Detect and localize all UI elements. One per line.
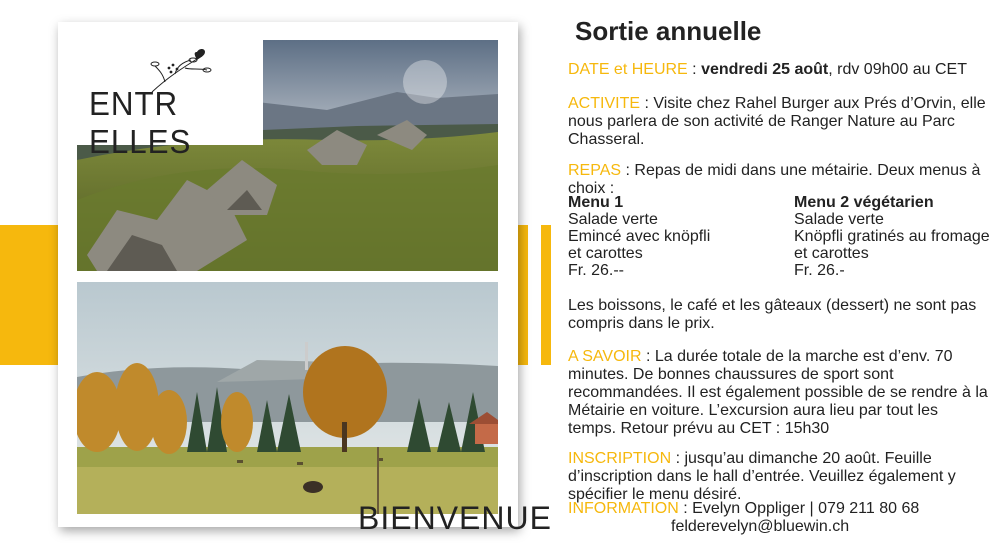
menu-line: et carottes [568, 245, 643, 262]
menu-price: Fr. 26.-- [568, 262, 625, 279]
information-section [568, 500, 988, 536]
separator: : [687, 61, 702, 78]
date-value: vendredi 25 août [701, 61, 829, 78]
a-savoir-text: : La durée totale de la marche est d’env. 70 minutes. De bonnes chaussures de sport sont recommandées. Il est également possible de se rendre à la Métairie en voiture. L’excursion aura lieu par tout les temps. Retour prévu au CET : 15h30 [568, 348, 988, 437]
menu-title: Menu 1 [568, 194, 624, 211]
date-rest: , rdv 09h00 au CET [828, 61, 967, 78]
page-title: Sortie annuelle [575, 16, 762, 46]
menu-title: Menu 2 végétarien [794, 194, 934, 211]
autumn-pasture-photo [77, 282, 498, 514]
information-email: felderevelyn@bluewin.ch [671, 518, 850, 535]
yellow-accent-bar [541, 225, 551, 365]
menu-line: Salade verte [794, 211, 884, 228]
yellow-accent-bar-left [0, 225, 58, 365]
repas-text: : Repas de midi dans une métairie. Deux menus à choix : [568, 162, 981, 197]
information-label: INFORMATION [568, 500, 679, 517]
boissons-note: Les boissons, le café et les gâteaux (dessert) ne sont pas compris dans le prix. [568, 297, 977, 332]
activite-label: ACTIVITE [568, 95, 641, 112]
entrelles-logo [77, 40, 263, 160]
menu-line: et carottes [794, 245, 869, 262]
inscription-section [568, 450, 988, 504]
information-contact: : Evelyn Oppliger | 079 211 80 68 [678, 500, 920, 517]
activite-text: : Visite chez Rahel Burger aux Prés d’Orvin, elle nous parlera de son activité de Ranger Nature au Parc Chasseral. [568, 95, 986, 148]
date-section [568, 61, 988, 79]
menu-line: Knöpfli gratinés au fromage [794, 228, 990, 245]
yellow-accent-bar [518, 225, 528, 365]
menu-line: Salade verte [568, 211, 658, 228]
menu-2 [794, 194, 994, 279]
repas-section [568, 162, 988, 198]
bienvenue-heading: BIENVENUE [358, 500, 552, 536]
logo-text: ENTR ELLES [89, 85, 192, 160]
activite-section [568, 95, 988, 149]
date-label: DATE et HEURE [568, 61, 688, 78]
inscription-label: INSCRIPTION [568, 450, 672, 467]
repas-label: REPAS [568, 162, 622, 179]
menu-line: Emincé avec knöpfli [568, 228, 711, 245]
menu-price: Fr. 26.- [794, 262, 845, 279]
inscription-text: : jusqu’au dimanche 20 août. Feuille d’inscription dans le hall d’entrée. Veuillez également y spécifier le menu désiré. [568, 450, 956, 503]
a-savoir-section [568, 348, 988, 438]
menu-1 [568, 194, 768, 279]
a-savoir-label: A SAVOIR [568, 348, 642, 365]
